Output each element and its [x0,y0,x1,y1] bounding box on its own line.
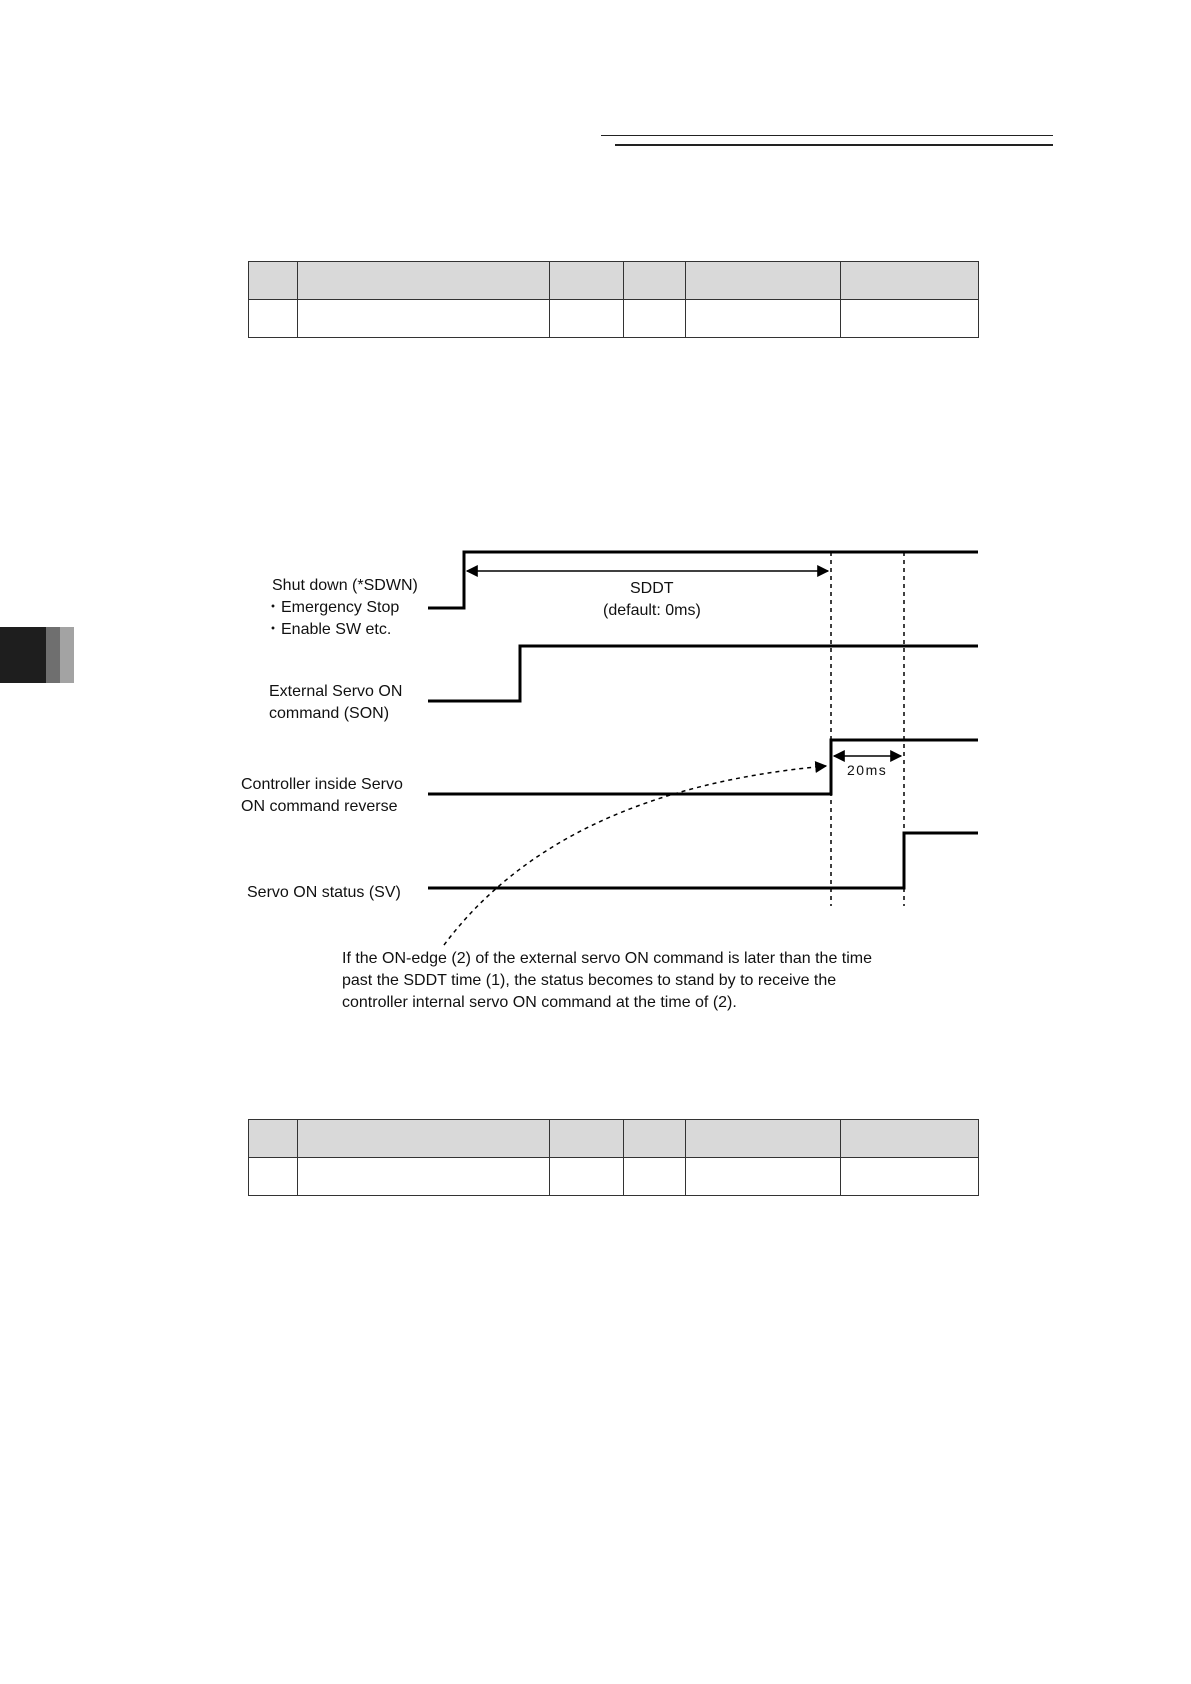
delay-label: 20ms [847,762,888,778]
table-cell [624,1158,686,1196]
sddt-default-label: (default: 0ms) [603,602,701,619]
sdwn-waveform [428,552,978,608]
table-cell [298,1120,550,1158]
table-cell [550,1158,624,1196]
note-line-2: past the SDDT time (1), the status becomes to stand by to receive the [342,972,837,989]
table-cell [841,1158,979,1196]
internal-label-line2: ON command reverse [241,798,398,815]
table-header-row [249,1120,979,1158]
son-waveform [428,646,978,701]
sdwn-sub-emergency-stop: ・Emergency Stop [265,599,400,616]
sdwn-sub-enable-sw: ・Enable SW etc. [265,621,392,638]
table-cell [841,1120,979,1158]
note-line-3: controller internal servo ON command at the time of (2). [342,994,737,1011]
table-cell [249,1158,298,1196]
table-cell [298,1158,550,1196]
table-cell [249,1120,298,1158]
internal-label-line1: Controller inside Servo [241,776,403,793]
note-line-1: If the ON-edge (2) of the external servo ON command is later than the time [342,950,873,967]
sddt-label: SDDT [630,580,674,597]
sv-waveform [428,833,978,888]
son-label-line2: command (SON) [269,705,390,722]
table-cell [624,1120,686,1158]
parameter-table-2 [248,1119,979,1196]
table-cell [686,1158,841,1196]
internal-servo-waveform [428,740,978,794]
son-label-line1: External Servo ON [269,683,403,700]
sdwn-label: Shut down (*SDWN) [272,577,418,594]
table-cell [686,1120,841,1158]
table-row [249,1158,979,1196]
table-cell [550,1120,624,1158]
sv-label: Servo ON status (SV) [247,884,401,901]
